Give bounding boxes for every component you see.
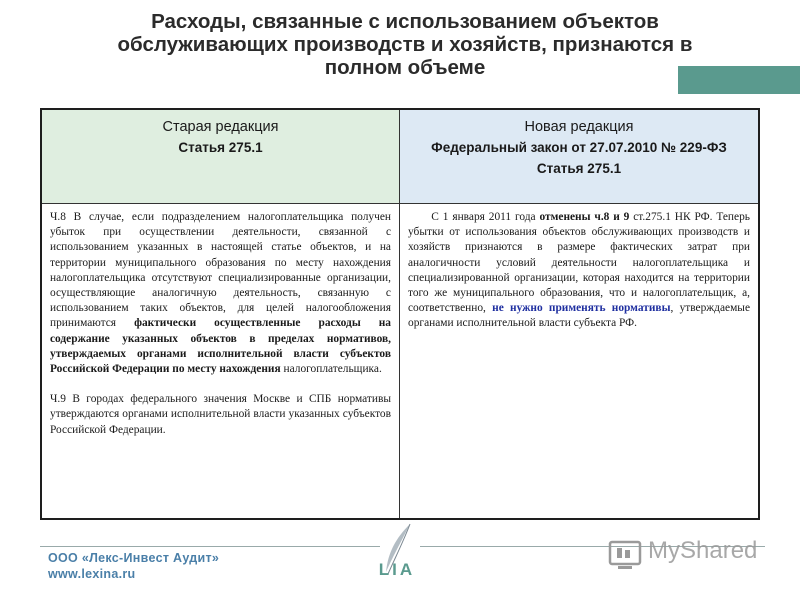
new-version-header [400,110,758,204]
old-part-9: Ч.9 В городах федерального значения Москве и СПБ нормативы утверждаются органами исполнительной власти указанных субъектов Российской Федерации. [50,393,391,436]
new-text-bold: отменены ч.8 и 9 [539,211,630,223]
title-line-1: Расходы, связанные с использованием объектов [151,10,659,33]
footer-divider-left [40,546,380,547]
new-version-law: Федеральный закон от 27.07.2010 № 229-ФЗ [431,140,727,155]
company-website[interactable]: www.lexina.ru [48,567,136,581]
old-part-8 [50,210,391,377]
company-name: ООО «Лекс-Инвест Аудит» [48,551,220,565]
old-version-text [42,204,400,518]
new-text-end: , утверждаемые органами исполнительной власти субъекта РФ. [408,302,750,330]
old-version-article: Статья 275.1 [178,140,263,155]
old-part-8-text: Ч.8 В случае, если подразделением налогоплательщика получен убыток при осуществлении деятельности, связанной с использованием указанных в настоящей статье объектов, и на территории муниципального образования по месту нахождения налогоплательщика отсутствуют специализированные организации, осуществляющие аналогичную деятельность, связанную с использованием таких объектов, для целей налогообложения принимаются [50,211,391,330]
new-text-middle: ст.275.1 НК РФ. Теперь убытки от использования объектов обслуживающих производств и хозяйств признаются в размере фактических затрат при аналогичности условий деятельности налогоплательщика и специализированной организации, которая находится на территории того же муниципального образования, что и налогоплательщик, а, соответственно, [408,211,750,315]
new-text-highlight: не нужно применять нормативы [492,302,671,315]
accent-bar [678,66,800,94]
comparison-table [40,108,760,520]
title-line-2: обслуживающих производств и хозяйств, признаются в [117,33,693,56]
new-version-article: Статья 275.1 [536,161,622,176]
title-line-3: полном объеме [324,56,486,79]
old-part-8-end: налогоплательщика. [280,363,382,376]
old-version-header [42,110,400,204]
watermark-text: MyShared [648,537,758,564]
old-part-8-bold: фактически осуществленные расходы на содержание указанных объектов в пределах нормативов, утверждаемых органами исполнительной власти субъектов Российской Федерации по месту нахождения [50,317,391,376]
new-version-text [400,204,758,518]
new-text-start: С 1 января 2011 года [431,211,540,223]
slide-title [70,10,740,79]
old-version-heading: Старая редакция [162,119,279,135]
new-version-heading: Новая редакция [524,119,634,135]
logo-text: LIA [378,560,416,579]
company-info [48,550,219,582]
new-text-paragraph [408,210,750,332]
